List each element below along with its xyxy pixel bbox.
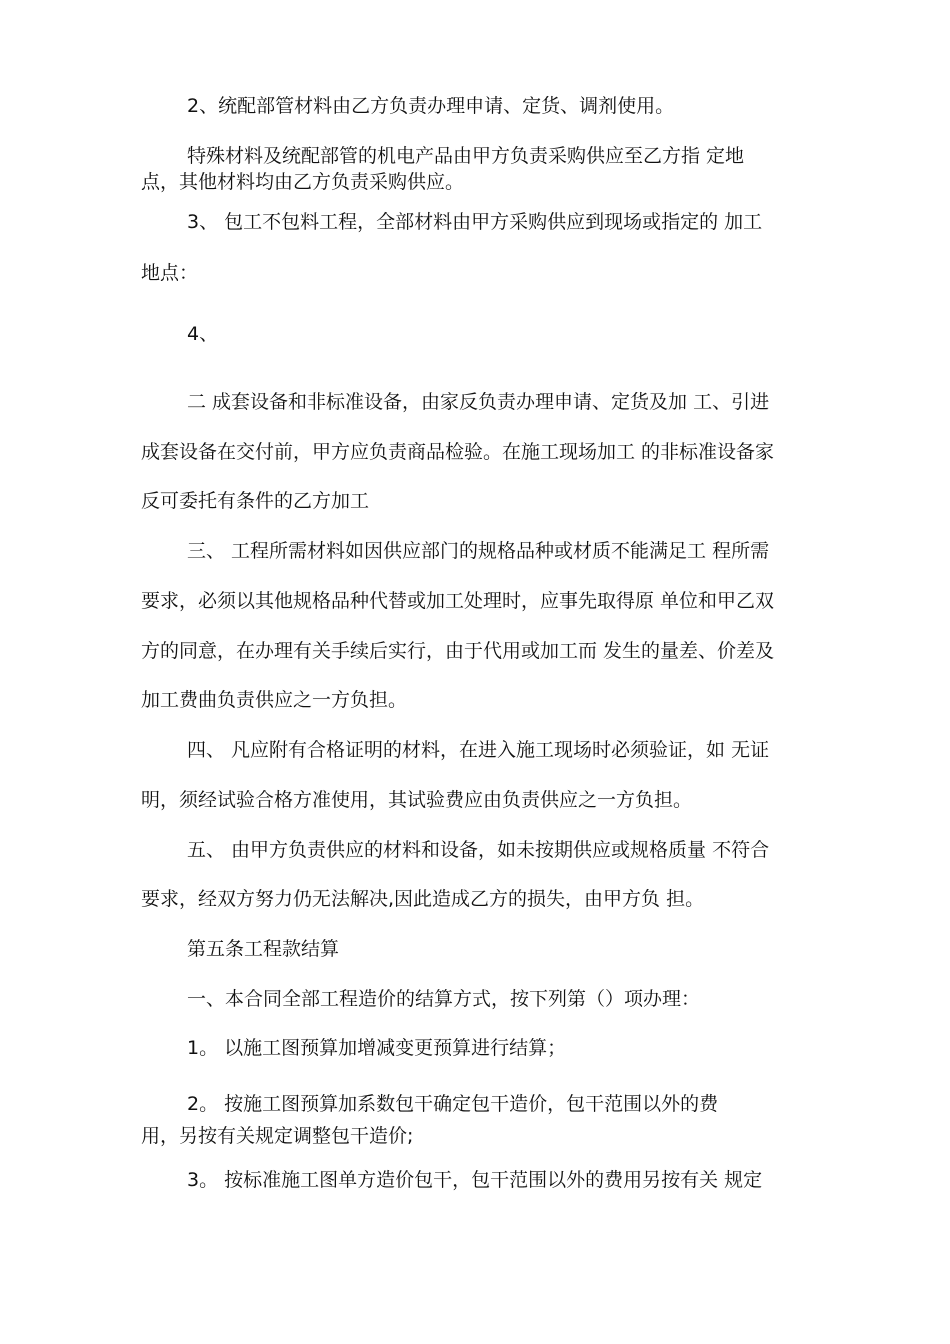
text-line: 要求，经双方努力仍无法解决,因此造成乙方的损失，由甲方负 担。 (141, 888, 705, 910)
text-line: 成套设备在交付前，甲方应负责商品检验。在施工现场加工 的非标准设备家 (141, 441, 775, 463)
text-line: 二 成套设备和非标准设备，由家反负责办理申请、定货及加 工、引进 (187, 391, 770, 413)
text-line: 3。 按标准施工图单方造价包干，包干范围以外的费用另按有关 规定 (187, 1169, 763, 1191)
text-line: 2、统配部管材料由乙方负责办理申请、定货、调剂使用。 (187, 95, 675, 117)
text-line: 三、 工程所需材料如因供应部门的规格品种或材质不能满足工 程所需 (187, 540, 770, 562)
text-line: 2。 按施工图预算加系数包干确定包干造价，包干范围以外的费 (187, 1093, 719, 1115)
text-line: 特殊材料及统配部管的机电产品由甲方负责采购供应至乙方指 定地 (187, 145, 745, 167)
text-line: 反可委托有条件的乙方加工 (141, 490, 370, 512)
text-line: 五、 由甲方负责供应的材料和设备，如未按期供应或规格质量 不符合 (187, 839, 770, 861)
text-line: 明，须经试验合格方准使用，其试验费应由负责供应之一方负担。 (141, 789, 693, 811)
text-line: 1。 以施工图预算加增减变更预算进行结算； (187, 1037, 567, 1059)
text-line: 加工费曲负责供应之一方负担。 (141, 689, 408, 711)
text-line: 方的同意，在办理有关手续后实行，由于代用或加工而 发生的量差、价差及 (141, 640, 775, 662)
text-line: 地点： (141, 262, 199, 284)
text-line: 第五条工程款结算 (187, 938, 340, 960)
text-line: 3、 包工不包料工程，全部材料由甲方采购供应到现场或指定的 加工 (187, 211, 763, 233)
text-line: 点，其他材料均由乙方负责采购供应。 (141, 171, 465, 193)
text-line: 4、 (187, 323, 219, 345)
text-line: 四、 凡应附有合格证明的材料，在进入施工现场时必须验证，如 无证 (187, 739, 770, 761)
text-line: 一、本合同全部工程造价的结算方式，按下列第（）项办理： (187, 988, 701, 1010)
text-line: 用，另按有关规定调整包干造价; (141, 1125, 414, 1147)
text-line: 要求，必须以其他规格品种代替或加工处理时，应事先取得原 单位和甲乙双 (141, 590, 775, 612)
